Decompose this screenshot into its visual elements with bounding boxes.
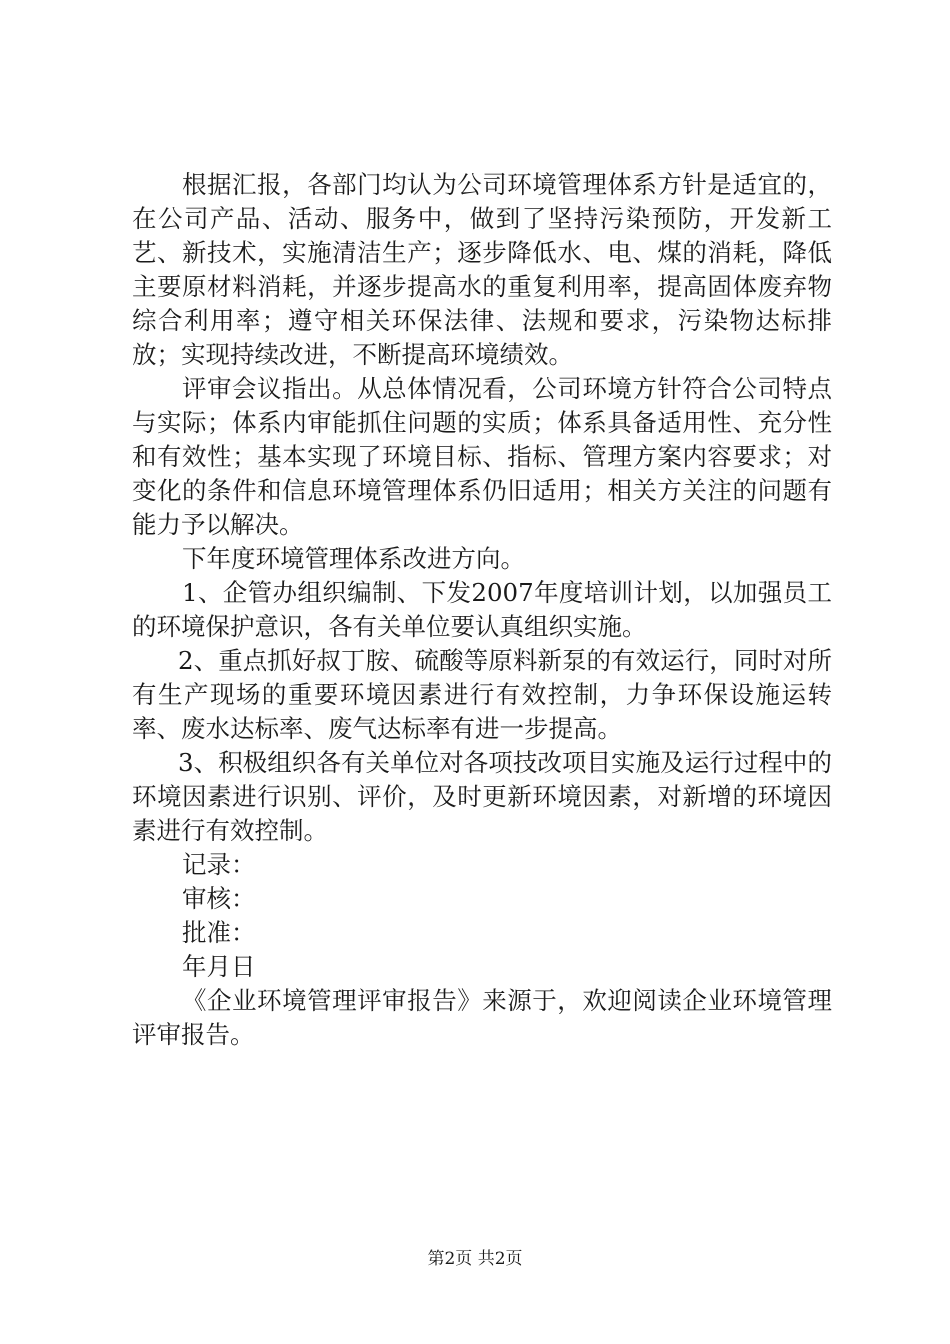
- signoff-record: 记录：: [182, 850, 256, 879]
- paragraph-item-1: 1、企管办组织编制、下发2007年度培训计划，以加强员工的环境保护意识，各有关单位要认真组织实施。: [132, 578, 832, 641]
- paragraph-improvement-heading: 下年度环境管理体系改进方向。: [182, 544, 525, 573]
- page-footer: [0, 1244, 950, 1269]
- paragraph-summary: 根据汇报，各部门均认为公司环境管理体系方针是适宜的，在公司产品、活动、服务中，做到了坚持污染预防，开发新工艺、新技术，实施清洁生产；逐步降低水、电、煤的消耗，降低主要原材料消耗，并逐步提高水的重复利用率，提高固体废弃物综合利用率；遵守相关环保法律、法规和要求，污染物达标排放；实现持续改进，不断提高环境绩效。: [132, 170, 832, 369]
- paragraph-item-2: 2、重点抓好叔丁胺、硫酸等原料新泵的有效运行，同时对所有生产现场的重要环境因素进行有效控制，力争环保设施运转率、废水达标率、废气达标率有进一步提高。: [132, 646, 832, 743]
- paragraph-item-3: 3、积极组织各有关单位对各项技改项目实施及运行过程中的环境因素进行识别、评价，及时更新环境因素，对新增的环境因素进行有效控制。: [132, 748, 832, 845]
- signoff-approve: 批准：: [182, 918, 256, 947]
- document-body: [132, 168, 832, 1052]
- closing-note: 《企业环境管理评审报告》来源于，欢迎阅读企业环境管理评审报告。: [132, 986, 832, 1049]
- page-indicator: 第2页 共2页: [427, 1249, 523, 1269]
- signoff-review: 审核：: [182, 884, 256, 913]
- paragraph-review-conclusion: 评审会议指出。从总体情况看，公司环境方针符合公司特点与实际；体系内审能抓住问题的实质；体系具备适用性、充分性和有效性；基本实现了环境目标、指标、管理方案内容要求；对变化的条件和信息环境管理体系仍旧适用；相关方关注的问题有能力予以解决。: [132, 374, 832, 539]
- signoff-date: 年月日: [182, 952, 256, 981]
